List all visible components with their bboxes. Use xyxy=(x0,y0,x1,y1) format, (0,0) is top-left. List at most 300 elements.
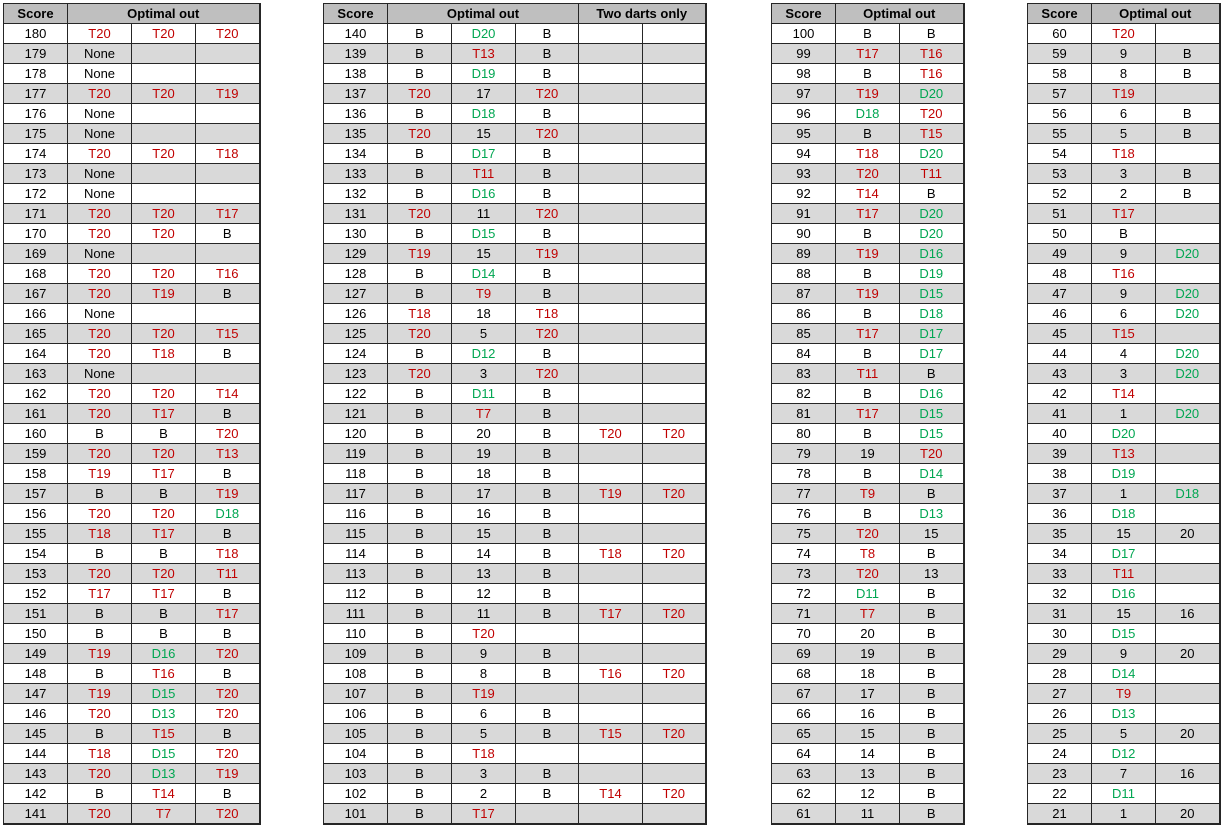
score-cell: 131 xyxy=(324,204,388,224)
dart-cell xyxy=(132,64,196,84)
score-cell: 154 xyxy=(4,544,68,564)
dart-cell: 19 xyxy=(836,444,900,464)
dart-cell: T20 xyxy=(388,324,452,344)
score-cell: 93 xyxy=(772,164,836,184)
dart-cell: B xyxy=(68,604,132,624)
two-darts-cell xyxy=(643,744,706,764)
two-darts-cell xyxy=(579,304,643,324)
table-row xyxy=(1028,44,1220,64)
table-row xyxy=(4,804,260,825)
dart-cell: B xyxy=(68,724,132,744)
score-cell: 130 xyxy=(324,224,388,244)
table-row xyxy=(772,544,964,564)
dart-cell: B xyxy=(388,264,452,284)
dart-cell xyxy=(132,304,196,324)
two-darts-cell xyxy=(643,184,706,204)
score-header: Score xyxy=(772,4,836,24)
table-row xyxy=(324,64,706,84)
score-cell: 110 xyxy=(324,624,388,644)
two-darts-cell xyxy=(643,624,706,644)
score-cell: 38 xyxy=(1028,464,1092,484)
dart-cell: T20 xyxy=(516,84,579,104)
dart-cell: T20 xyxy=(388,364,452,384)
table-row xyxy=(772,724,964,744)
two-darts-cell: T16 xyxy=(579,664,643,684)
score-cell: 73 xyxy=(772,564,836,584)
score-cell: 39 xyxy=(1028,444,1092,464)
dart-cell xyxy=(1156,504,1220,524)
dart-cell xyxy=(1156,744,1220,764)
dart-cell: 15 xyxy=(1092,604,1156,624)
score-cell: 72 xyxy=(772,584,836,604)
dart-cell: T20 xyxy=(132,564,196,584)
dart-cell: D14 xyxy=(1092,664,1156,684)
dart-cell: 8 xyxy=(452,664,516,684)
dart-cell: T20 xyxy=(196,744,260,764)
dart-cell: T20 xyxy=(132,504,196,524)
table-row xyxy=(772,504,964,524)
dart-cell: D11 xyxy=(1092,784,1156,804)
score-cell: 87 xyxy=(772,284,836,304)
dart-cell: B xyxy=(900,764,964,784)
optimal-out-header: Optimal out xyxy=(1092,4,1220,24)
dart-cell: D15 xyxy=(900,284,964,304)
dart-cell: None xyxy=(68,104,132,124)
dart-cell: B xyxy=(516,164,579,184)
table-row xyxy=(4,104,260,124)
dart-cell: 15 xyxy=(1092,524,1156,544)
dart-cell: T20 xyxy=(196,704,260,724)
dart-cell: B xyxy=(388,564,452,584)
score-cell: 127 xyxy=(324,284,388,304)
score-cell: 66 xyxy=(772,704,836,724)
dart-cell: T18 xyxy=(132,344,196,364)
score-cell: 143 xyxy=(4,764,68,784)
dart-cell: 13 xyxy=(900,564,964,584)
table-row xyxy=(772,64,964,84)
dart-cell: B xyxy=(900,644,964,664)
dart-cell: B xyxy=(196,784,260,804)
score-cell: 27 xyxy=(1028,684,1092,704)
table-row xyxy=(1028,444,1220,464)
two-darts-cell xyxy=(643,204,706,224)
score-cell: 83 xyxy=(772,364,836,384)
header-row xyxy=(324,4,706,24)
dart-cell: T19 xyxy=(68,464,132,484)
dart-cell: T9 xyxy=(452,284,516,304)
score-cell: 152 xyxy=(4,584,68,604)
table-row xyxy=(1028,64,1220,84)
dart-cell xyxy=(132,44,196,64)
dart-cell: 20 xyxy=(836,624,900,644)
dart-cell: T20 xyxy=(132,204,196,224)
two-darts-cell xyxy=(579,244,643,264)
dart-cell: D14 xyxy=(900,464,964,484)
score-cell: 88 xyxy=(772,264,836,284)
dart-cell: B xyxy=(388,404,452,424)
table-row xyxy=(1028,344,1220,364)
dart-cell: B xyxy=(388,344,452,364)
table-row xyxy=(4,204,260,224)
dart-cell: D20 xyxy=(900,204,964,224)
dart-cell: 17 xyxy=(452,84,516,104)
dart-cell: T20 xyxy=(68,344,132,364)
dart-cell: T17 xyxy=(196,204,260,224)
dart-cell: D20 xyxy=(452,24,516,44)
two-darts-cell xyxy=(643,704,706,724)
dart-cell: T20 xyxy=(388,204,452,224)
table-row xyxy=(4,464,260,484)
table-row xyxy=(772,584,964,604)
score-cell: 124 xyxy=(324,344,388,364)
dart-cell: 14 xyxy=(452,544,516,564)
dart-cell: T19 xyxy=(836,244,900,264)
dart-cell: 20 xyxy=(1156,524,1220,544)
dart-cell xyxy=(1156,264,1220,284)
dart-cell: T20 xyxy=(68,564,132,584)
score-cell: 97 xyxy=(772,84,836,104)
score-cell: 98 xyxy=(772,64,836,84)
dart-cell: B xyxy=(900,704,964,724)
two-darts-cell xyxy=(579,324,643,344)
dart-cell: D14 xyxy=(452,264,516,284)
dart-cell: B xyxy=(388,384,452,404)
table-row xyxy=(4,684,260,704)
table-row xyxy=(324,664,706,684)
table-row xyxy=(4,604,260,624)
dart-cell: D16 xyxy=(900,384,964,404)
table-row xyxy=(1028,684,1220,704)
two-darts-cell xyxy=(579,524,643,544)
dart-cell: B xyxy=(836,504,900,524)
dart-cell: T18 xyxy=(452,744,516,764)
score-cell: 82 xyxy=(772,384,836,404)
dart-cell: 15 xyxy=(452,524,516,544)
dart-cell: B xyxy=(516,644,579,664)
dart-cell: D17 xyxy=(900,344,964,364)
dart-cell: T13 xyxy=(196,444,260,464)
table-row xyxy=(1028,784,1220,804)
dart-cell xyxy=(1156,564,1220,584)
two-darts-cell xyxy=(579,564,643,584)
dart-cell: T20 xyxy=(516,124,579,144)
table-row xyxy=(324,544,706,564)
two-darts-cell: T19 xyxy=(579,484,643,504)
dart-cell: 5 xyxy=(1092,124,1156,144)
dart-cell: B xyxy=(1156,64,1220,84)
dart-cell: 1 xyxy=(1092,484,1156,504)
dart-cell: T20 xyxy=(68,444,132,464)
table-row xyxy=(1028,704,1220,724)
dart-cell: 2 xyxy=(452,784,516,804)
dart-cell: B xyxy=(196,624,260,644)
score-cell: 164 xyxy=(4,344,68,364)
score-cell: 173 xyxy=(4,164,68,184)
dart-cell: 11 xyxy=(452,204,516,224)
dart-cell: T7 xyxy=(452,404,516,424)
dart-cell xyxy=(132,104,196,124)
score-cell: 170 xyxy=(4,224,68,244)
dart-cell: B xyxy=(900,364,964,384)
dart-cell: B xyxy=(388,584,452,604)
two-darts-cell xyxy=(579,764,643,784)
optimal-out-header: Optimal out xyxy=(836,4,964,24)
header-row xyxy=(772,4,964,24)
score-cell: 55 xyxy=(1028,124,1092,144)
table-row xyxy=(324,604,706,624)
dart-cell: T18 xyxy=(68,744,132,764)
table-row xyxy=(1028,604,1220,624)
dart-cell: T20 xyxy=(68,384,132,404)
dart-cell: D17 xyxy=(900,324,964,344)
dart-cell: B xyxy=(900,544,964,564)
dart-cell: T20 xyxy=(68,264,132,284)
dart-cell: B xyxy=(388,544,452,564)
two-darts-cell xyxy=(579,104,643,124)
dart-cell: B xyxy=(836,24,900,44)
dart-cell: T8 xyxy=(836,544,900,564)
table-row xyxy=(4,664,260,684)
dart-cell: B xyxy=(388,104,452,124)
score-cell: 41 xyxy=(1028,404,1092,424)
dart-cell: T15 xyxy=(132,724,196,744)
two-darts-cell: T20 xyxy=(643,664,706,684)
dart-cell: B xyxy=(388,804,452,825)
dart-cell: 18 xyxy=(836,664,900,684)
score-cell: 52 xyxy=(1028,184,1092,204)
score-cell: 37 xyxy=(1028,484,1092,504)
dart-cell: B xyxy=(388,424,452,444)
dart-cell: B xyxy=(516,264,579,284)
dart-cell: 16 xyxy=(452,504,516,524)
table-row xyxy=(772,304,964,324)
dart-cell: B xyxy=(388,224,452,244)
score-cell: 115 xyxy=(324,524,388,544)
score-cell: 91 xyxy=(772,204,836,224)
dart-cell: 9 xyxy=(452,644,516,664)
dart-cell: B xyxy=(900,744,964,764)
score-cell: 64 xyxy=(772,744,836,764)
dart-cell: B xyxy=(516,564,579,584)
table-row xyxy=(324,104,706,124)
two-darts-cell xyxy=(643,764,706,784)
two-darts-cell xyxy=(643,444,706,464)
dart-cell: T19 xyxy=(452,684,516,704)
dart-cell: D16 xyxy=(900,244,964,264)
dart-cell xyxy=(1156,464,1220,484)
dart-cell: D13 xyxy=(900,504,964,524)
score-cell: 156 xyxy=(4,504,68,524)
table-row xyxy=(324,464,706,484)
dart-cell: B xyxy=(836,384,900,404)
two-darts-cell xyxy=(643,44,706,64)
score-cell: 92 xyxy=(772,184,836,204)
score-cell: 36 xyxy=(1028,504,1092,524)
score-cell: 100 xyxy=(772,24,836,44)
table-row xyxy=(4,284,260,304)
dart-cell: T20 xyxy=(452,624,516,644)
score-cell: 158 xyxy=(4,464,68,484)
dart-cell: B xyxy=(516,704,579,724)
table-row xyxy=(772,284,964,304)
table-row xyxy=(4,244,260,264)
table-row xyxy=(4,524,260,544)
dart-cell xyxy=(1156,784,1220,804)
score-cell: 168 xyxy=(4,264,68,284)
table-row xyxy=(772,84,964,104)
score-cell: 132 xyxy=(324,184,388,204)
dart-cell: B xyxy=(516,444,579,464)
dart-cell: 16 xyxy=(1156,764,1220,784)
score-cell: 95 xyxy=(772,124,836,144)
two-darts-cell xyxy=(643,84,706,104)
score-cell: 77 xyxy=(772,484,836,504)
dart-cell xyxy=(132,364,196,384)
table-row xyxy=(1028,164,1220,184)
score-cell: 140 xyxy=(324,24,388,44)
table-row xyxy=(4,64,260,84)
dart-cell: T20 xyxy=(132,224,196,244)
dart-cell: T19 xyxy=(1092,84,1156,104)
dart-cell: D20 xyxy=(900,84,964,104)
score-cell: 166 xyxy=(4,304,68,324)
dart-cell: T20 xyxy=(516,324,579,344)
table-row xyxy=(4,484,260,504)
table-row xyxy=(772,384,964,404)
score-cell: 138 xyxy=(324,64,388,84)
dart-cell: T19 xyxy=(516,244,579,264)
table-row xyxy=(324,764,706,784)
score-cell: 107 xyxy=(324,684,388,704)
two-darts-cell xyxy=(643,384,706,404)
dart-cell: 6 xyxy=(1092,104,1156,124)
dart-cell: 20 xyxy=(452,424,516,444)
two-darts-cell xyxy=(643,504,706,524)
score-cell: 118 xyxy=(324,464,388,484)
dart-cell: B xyxy=(196,464,260,484)
two-darts-cell xyxy=(579,284,643,304)
dart-cell xyxy=(1156,444,1220,464)
dart-cell: None xyxy=(68,304,132,324)
dart-cell xyxy=(1156,684,1220,704)
score-cell: 175 xyxy=(4,124,68,144)
dart-cell: B xyxy=(68,784,132,804)
dart-cell: 3 xyxy=(452,764,516,784)
dart-cell: B xyxy=(388,164,452,184)
dart-cell: B xyxy=(196,344,260,364)
table-row xyxy=(324,44,706,64)
dart-cell: 17 xyxy=(836,684,900,704)
two-darts-cell xyxy=(643,804,706,825)
table-row xyxy=(1028,644,1220,664)
dart-cell: None xyxy=(68,244,132,264)
dart-cell: B xyxy=(388,184,452,204)
dart-cell: T20 xyxy=(516,364,579,384)
dart-cell: T17 xyxy=(68,584,132,604)
dart-cell: B xyxy=(516,404,579,424)
table-row xyxy=(772,104,964,124)
dart-cell: B xyxy=(516,224,579,244)
dart-cell: T19 xyxy=(388,244,452,264)
table-row xyxy=(324,24,706,44)
table-row xyxy=(4,644,260,664)
table-row xyxy=(1028,284,1220,304)
dart-cell: B xyxy=(516,484,579,504)
dart-cell: T11 xyxy=(836,364,900,384)
table-row xyxy=(1028,744,1220,764)
two-darts-cell xyxy=(643,644,706,664)
score-cell: 21 xyxy=(1028,804,1092,825)
score-cell: 74 xyxy=(772,544,836,564)
table-row xyxy=(324,524,706,544)
dart-cell: B xyxy=(132,484,196,504)
score-header: Score xyxy=(1028,4,1092,24)
score-cell: 147 xyxy=(4,684,68,704)
score-cell: 23 xyxy=(1028,764,1092,784)
table-row xyxy=(772,464,964,484)
dart-cell: B xyxy=(516,604,579,624)
table-row xyxy=(772,364,964,384)
score-cell: 117 xyxy=(324,484,388,504)
dart-cell: B xyxy=(900,624,964,644)
table-row xyxy=(1028,124,1220,144)
dart-cell: D18 xyxy=(452,104,516,124)
score-cell: 79 xyxy=(772,444,836,464)
dart-cell: D19 xyxy=(1092,464,1156,484)
dart-cell: T14 xyxy=(132,784,196,804)
score-cell: 123 xyxy=(324,364,388,384)
dart-cell: D20 xyxy=(1156,364,1220,384)
score-cell: 172 xyxy=(4,184,68,204)
score-cell: 145 xyxy=(4,724,68,744)
two-darts-cell: T20 xyxy=(643,544,706,564)
score-cell: 157 xyxy=(4,484,68,504)
dart-cell xyxy=(1156,664,1220,684)
dart-cell xyxy=(1156,24,1220,44)
score-cell: 112 xyxy=(324,584,388,604)
dart-cell: B xyxy=(516,504,579,524)
dart-cell: B xyxy=(132,424,196,444)
score-cell: 151 xyxy=(4,604,68,624)
dart-cell xyxy=(1156,544,1220,564)
dart-cell: D16 xyxy=(1092,584,1156,604)
dart-cell: T7 xyxy=(836,604,900,624)
dart-cell: None xyxy=(68,364,132,384)
dart-cell: T9 xyxy=(836,484,900,504)
dart-cell: T19 xyxy=(196,84,260,104)
table-row xyxy=(4,264,260,284)
score-cell: 177 xyxy=(4,84,68,104)
table-row xyxy=(1028,324,1220,344)
dart-cell: D17 xyxy=(1092,544,1156,564)
dart-cell: T20 xyxy=(68,84,132,104)
dart-cell: B xyxy=(836,424,900,444)
dart-cell: D18 xyxy=(196,504,260,524)
dart-cell: B xyxy=(388,664,452,684)
score-cell: 49 xyxy=(1028,244,1092,264)
two-darts-cell xyxy=(579,584,643,604)
dart-cell: 8 xyxy=(1092,64,1156,84)
score-cell: 165 xyxy=(4,324,68,344)
dart-cell: B xyxy=(388,504,452,524)
dart-cell: D17 xyxy=(452,144,516,164)
two-darts-cell xyxy=(643,264,706,284)
score-cell: 153 xyxy=(4,564,68,584)
dart-cell: B xyxy=(836,224,900,244)
two-darts-cell xyxy=(579,184,643,204)
dart-cell xyxy=(1156,624,1220,644)
score-cell: 126 xyxy=(324,304,388,324)
